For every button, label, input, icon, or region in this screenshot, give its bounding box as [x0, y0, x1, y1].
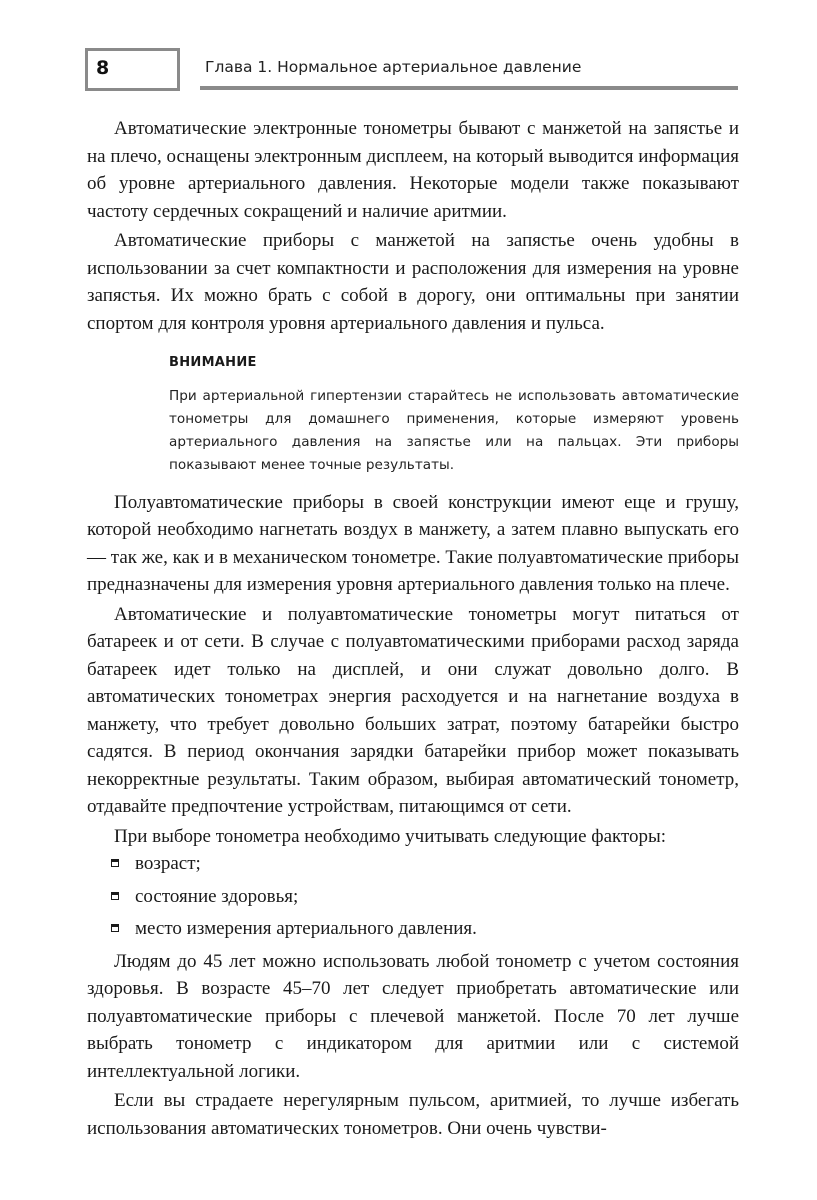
square-bullet-icon: [111, 924, 119, 932]
page-body: [87, 115, 739, 1142]
page-number-box: [85, 48, 180, 91]
page-number: 8: [96, 57, 110, 79]
factors-list: [87, 850, 739, 943]
chapter-title: Глава 1. Нормальное артериальное давление: [205, 58, 582, 76]
paragraph: Если вы страдаете нерегулярным пульсом, аритмией, то лучше избегать использования автоматических тонометров. Они очень чувстви-: [87, 1090, 739, 1139]
paragraph: Автоматические и полуавтоматические тонометры могут питаться от батареек и от сети. В случае с полуавтоматическими приборами расход заряда батареек идет только на дисплей, и они служат довольно долго. В автоматических тонометрах энергия расходуется и на нагнетание воздуха в манжету, что требует довольно больших затрат, поэтому батарейки быстро садятся. В период окончания зарядки батарейки прибор может показывать некорректные результаты. Таким образом, выбирая автоматический тонометр, отдавайте предпочтение устройствам, питающимся от сети.: [87, 603, 739, 817]
note-text: При артериальной гипертензии старайтесь не использовать автоматические тонометры для домашнего применения, которые измеряют уровень артериального давления на запястье или на пальцах. Эти приборы показывают менее точные результаты.: [169, 387, 739, 473]
list-item-text: состояние здоровья;: [135, 885, 299, 907]
attention-note: [169, 349, 739, 477]
paragraph: Людям до 45 лет можно использовать любой тонометр с учетом состояния здоровья. В возрасте 45–70 лет следует приобретать автоматические или полуавтоматические приборы с плечевой манжетой. После 70 лет лучше выбрать тонометр с индикатором для аритмии или с системой интеллектуальной логики.: [87, 950, 739, 1082]
paragraph: При выборе тонометра необходимо учитывать следующие факторы:: [114, 825, 667, 847]
list-item-text: место измерения артериального давления.: [135, 918, 477, 939]
square-bullet-icon: [111, 859, 119, 867]
list-item: [111, 883, 739, 911]
list-item: [111, 915, 739, 943]
paragraph: Автоматические приборы с манжетой на запястье очень удобны в использовании за счет компактности и расположения для измерения на уровне запястья. Их можно брать с собой в дорогу, они оптимальны при занятии спортом для контроля уровня артериального давления и пульса.: [87, 230, 739, 334]
note-title: ВНИМАНИЕ: [169, 355, 257, 370]
header-rule: [200, 86, 738, 90]
paragraph: Полуавтоматические приборы в своей конструкции имеют еще и грушу, которой необходимо нагнетать воздух в манжету, а затем плавно выпускать его — так же, как и в механическом тонометре. Такие полуавтоматические приборы предназначены для измерения уровня артериального давления только на плече.: [87, 491, 739, 595]
paragraph: Автоматические электронные тонометры бывают с манжетой на запястье и на плечо, оснащены электронным дисплеем, на который выводится информация об уровне артериального давления. Некоторые модели также показывают частоту сердечных сокращений и наличие аритмии.: [87, 118, 739, 222]
list-item: [111, 850, 739, 878]
list-item-text: возраст;: [135, 853, 201, 874]
square-bullet-icon: [111, 892, 119, 900]
